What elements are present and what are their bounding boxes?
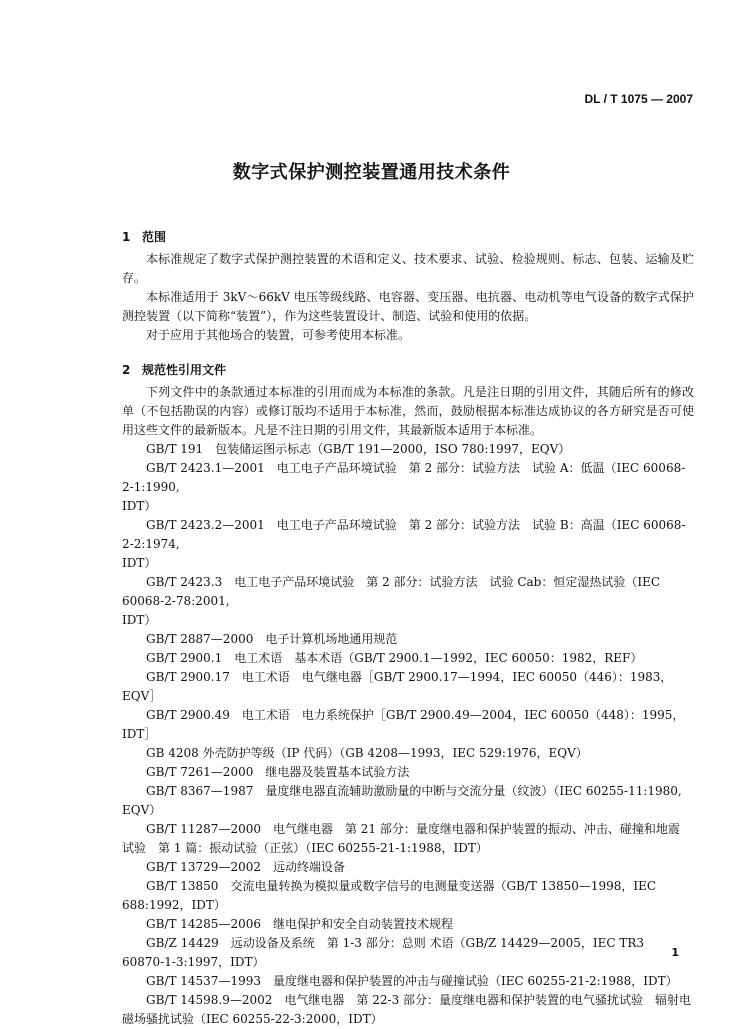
reference-item xyxy=(122,915,694,934)
reference-item xyxy=(122,820,694,858)
reference-item xyxy=(122,706,694,744)
reference-item xyxy=(122,459,694,516)
reference-text-continued: IDT） xyxy=(122,613,157,627)
reference-item xyxy=(122,991,694,1029)
reference-text-continued: 688:1992，IDT） xyxy=(122,898,226,912)
reference-text-continued: 60870-1-3:1997，IDT） xyxy=(122,955,265,969)
reference-text: GB/T 2423.1—2001 电工电子产品环境试验 第 2 部分：试验方法 试验 A：低温（IEC 60068-2-1:1990, xyxy=(122,461,686,494)
reference-item xyxy=(122,972,694,991)
section-1-paragraph: 本标准规定了数字式保护测控装置的术语和定义、技术要求、试验、检验规则、标志、包装、运输及贮存。 xyxy=(122,252,694,285)
reference-item xyxy=(122,516,694,573)
reference-text: GB/T 8367—1987 量度继电器直流辅助激励量的中断与交流分量（纹波）（IEC 60255-11:1980, xyxy=(146,784,682,798)
reference-text-continued: 试验 第 1 篇：振动试验（正弦）（IEC 60255-21-1:1988，IDT） xyxy=(122,841,488,855)
reference-text: GB/T 13850 交流电量转换为模拟量或数字信号的电测量变送器（GB/T 13850—1998，IEC xyxy=(146,879,657,893)
reference-list xyxy=(122,440,694,1029)
section-2-number: 2 xyxy=(122,363,131,377)
reference-text: GB/T 2900.49 电工术语 电力系统保护［GB/T 2900.49—2004，IEC 60050（448）：1995，IDT］ xyxy=(122,708,685,741)
reference-text: GB/T 14537—1993 量度继电器和保护装置的冲击与碰撞试验（IEC 60255-21-2:1988，IDT） xyxy=(146,974,678,988)
reference-text: GB/T 13729—2002 远动终端设备 xyxy=(146,860,345,874)
page-number: 1 xyxy=(671,946,679,959)
reference-text-continued: EQV） xyxy=(122,803,162,817)
reference-item xyxy=(122,858,694,877)
reference-item xyxy=(122,440,694,459)
section-2-intro: 下列文件中的条款通过本标准的引用而成为本标准的条款。凡是注日期的引用文件，其随后所有的修改单（不包括勘误的内容）或修订版均不适用于本标准，然而，鼓励根据本标准达成协议的各方研究是否可使用这些文件的最新版本。凡是不注日期的引用文件，其最新版本适用于本标准。 xyxy=(122,385,694,437)
reference-item xyxy=(122,630,694,649)
standard-code: DL / T 1075 — 2007 xyxy=(584,92,693,106)
section-1-paragraph: 对于应用于其他场合的装置，可参考使用本标准。 xyxy=(146,328,411,342)
reference-item xyxy=(122,649,694,668)
section-2-heading xyxy=(122,361,694,378)
reference-text: GB/T 14598.9—2002 电气继电器 第 22-3 部分：量度继电器和保护装置的电气骚扰试验 辐射电 xyxy=(146,993,692,1007)
reference-text-continued: 磁场骚扰试验（IEC 60255-22-3:2000，IDT） xyxy=(122,1012,383,1026)
section-1-paragraph: 本标准适用于 3kV～66kV 电压等级线路、电容器、变压器、电抗器、电动机等电气设备的数字式保护测控装置（以下简称“装置”），作为这些装置设计、制造、试验和使用的依据。 xyxy=(122,290,694,323)
reference-text: GB/T 2900.1 电工术语 基本术语（GB/T 2900.1—1992，IEC 60050：1982，REF） xyxy=(146,651,643,665)
document-body xyxy=(122,222,694,1029)
reference-text: GB/T 11287—2000 电气继电器 第 21 部分：量度继电器和保护装置的振动、冲击、碰撞和地震 xyxy=(146,822,680,836)
reference-item xyxy=(122,877,694,915)
reference-text: GB/T 2887—2000 电子计算机场地通用规范 xyxy=(146,632,398,646)
reference-text-continued: IDT） xyxy=(122,556,157,570)
reference-text: GB/Z 14429 远动设备及系统 第 1-3 部分：总则 术语（GB/Z 14429—2005，IEC TR3 xyxy=(146,936,645,950)
reference-text-continued: IDT） xyxy=(122,499,157,513)
reference-item xyxy=(122,573,694,630)
section-2-title: 规范性引用文件 xyxy=(142,363,227,377)
reference-text: GB/T 2423.2—2001 电工电子产品环境试验 第 2 部分：试验方法 试验 B：高温（IEC 60068-2-2:1974, xyxy=(122,518,686,551)
reference-item xyxy=(122,744,694,763)
reference-text: GB 4208 外壳防护等级（IP 代码）（GB 4208—1993，IEC 529:1976，EQV） xyxy=(146,746,588,760)
reference-item xyxy=(122,668,694,706)
reference-text: GB/T 191 包装储运图示标志（GB/T 191—2000，ISO 780:1997，EQV） xyxy=(146,442,571,456)
document-title: 数字式保护测控装置通用技术条件 xyxy=(232,162,511,183)
reference-item xyxy=(122,934,694,972)
reference-item xyxy=(122,763,694,782)
section-1-heading xyxy=(122,228,694,245)
reference-text: GB/T 7261—2000 继电器及装置基本试验方法 xyxy=(146,765,410,779)
reference-text: GB/T 2900.17 电工术语 电气继电器［GB/T 2900.17—1994，IEC 60050（446）：1983，EQV］ xyxy=(122,670,673,703)
reference-text: GB/T 2423.3 电工电子产品环境试验 第 2 部分：试验方法 试验 Cab：恒定湿热试验（IEC 60068-2-78:2001, xyxy=(122,575,661,608)
reference-text: GB/T 14285—2006 继电保护和安全自动装置技术规程 xyxy=(146,917,453,931)
reference-item xyxy=(122,782,694,820)
section-1-title: 范围 xyxy=(142,230,167,244)
section-1-number: 1 xyxy=(122,230,131,244)
